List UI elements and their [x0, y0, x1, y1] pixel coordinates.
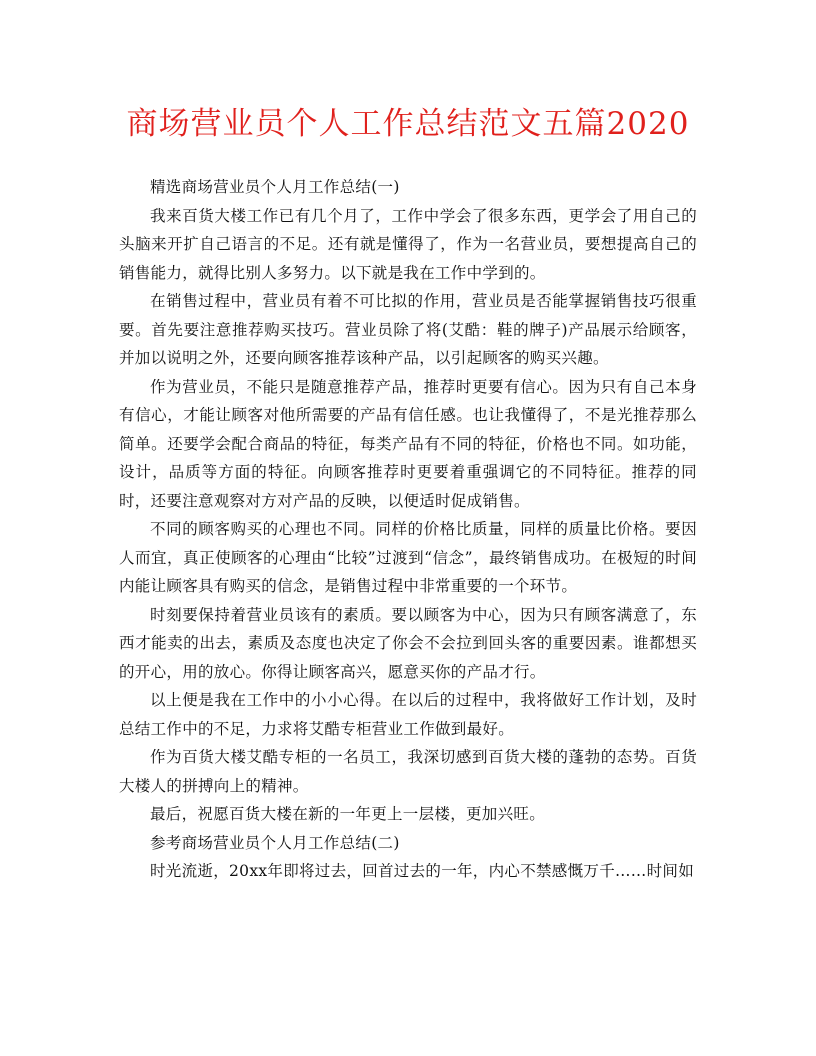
section-heading: 精选商场营业员个人月工作总结(一)	[150, 178, 400, 196]
paragraph: 最后，祝愿百货大楼在新的一年更上一层楼，更加兴旺。	[150, 805, 546, 823]
paragraph: 我来百货大楼工作已有几个月了，工作中学会了很多东西，更学会了用自己的头脑来开扩自己语言的不足。还有就是懂得了，作为一名营业员，要想提高自己的销售能力，就得比别人多努力。以下就是我在工作中学到的。	[119, 206, 697, 282]
paragraph: 时刻要保持着营业员该有的素质。要以顾客为中心，因为只有顾客满意了，东西才能卖的出去，素质及态度也决定了你会不会拉到回头客的重要因素。谁都想买的开心，用的放心。你得让顾客高兴，愿意买你的产品才行。	[119, 605, 697, 681]
paragraph: 作为百货大楼艾酷专柜的一名员工，我深切感到百货大楼的蓬勃的态势。百货大楼人的拼搏向上的精神。	[119, 748, 697, 795]
paragraph: 以上便是我在工作中的小小心得。在以后的过程中，我将做好工作计划，及时总结工作中的不足，力求将艾酷专柜营业工作做到最好。	[119, 691, 697, 738]
document-body	[119, 173, 697, 886]
section-heading: 参考商场营业员个人月工作总结(二)	[150, 833, 400, 852]
paragraph: 在销售过程中，营业员有着不可比拟的作用，营业员是否能掌握销售技巧很重要。首先要注意推荐购买技巧。营业员除了将(艾酷：鞋的牌子)产品展示给顾客，并加以说明之外，还要向顾客推荐该种产品，以引起顾客的购买兴趣。	[119, 292, 697, 367]
paragraph: 作为营业员，不能只是随意推荐产品，推荐时更要有信心。因为只有自己本身有信心，才能让顾客对他所需要的产品有信任感。也让我懂得了，不是光推荐那么简单。还要学会配合商品的特征，每类产品有不同的特征，价格也不同。如功能，设计，品质等方面的特征。向顾客推荐时更要着重强调它的不同特征。推荐的同时，还要注意观察对方对产品的反映，以便适时促成销售。	[119, 377, 697, 510]
paragraph: 不同的顾客购买的心理也不同。同样的价格比质量，同样的质量比价格。要因人而宜，真正使顾客的心理由“比较”过渡到“信念”，最终销售成功。在极短的时间内能让顾客具有购买的信念，是销售过程中非常重要的一个环节。	[119, 520, 697, 595]
document-title: 商场营业员个人工作总结范文五篇2020	[126, 106, 690, 142]
paragraph: 时光流逝，20xx年即将过去，回首过去的一年，内心不禁感慨万千……时间如	[150, 862, 695, 880]
